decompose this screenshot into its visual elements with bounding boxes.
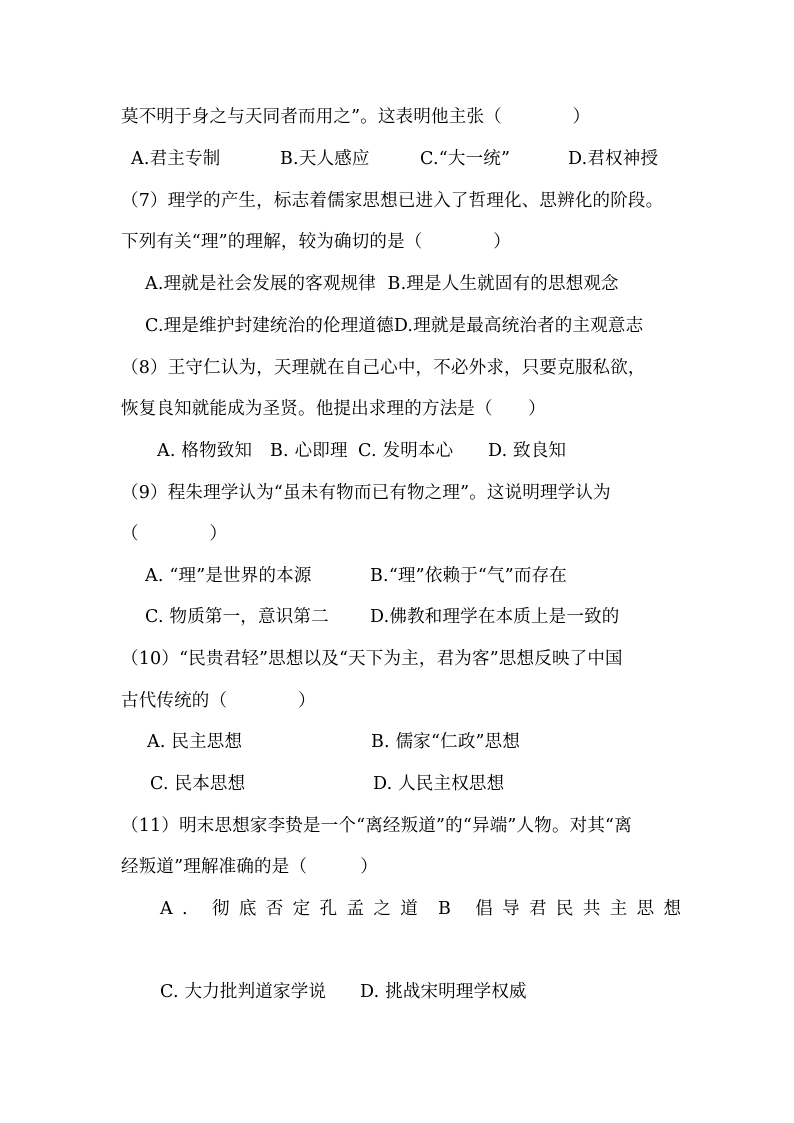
q11-stem-line1: （11）明末思想家李贽是一个“离经叛道”的“异端”人物。对其“离 [121, 816, 632, 836]
q8-option-a: A. 格物致知 [157, 441, 253, 461]
q9-option-c: C. 物质第一，意识第二 [145, 607, 329, 627]
q8-option-b: B. 心即理 [270, 441, 348, 461]
q10-stem-line2: 古代传统的（ ） [121, 691, 316, 711]
q8-option-d: D. 致良知 [488, 441, 567, 461]
q9-option-b: B.“理”依赖于“气”而存在 [370, 566, 568, 586]
q11-stem-line2: 经叛道”理解准确的是（ ） [121, 857, 378, 877]
q9-stem-line1: （9）程朱理学认为“虽未有物而已有物之理”。这说明理学认为 [121, 483, 611, 503]
q6-option-a: A.君主专制 [131, 149, 221, 169]
q7-options-row1 [145, 273, 619, 295]
q8-stem-line2: 恢复良知就能成为圣贤。他提出求理的方法是（ ） [121, 399, 546, 419]
q10-option-b: B. 儒家“仁政”思想 [371, 732, 521, 752]
q7-stem-line2: 下列有关“理”的理解，较为确切的是（ ） [121, 232, 511, 252]
q10-stem-line1: （10）“民贵君轻”思想以及“天下为主，君为客”思想反映了中国 [121, 649, 623, 669]
q6-stem-tail: 莫不明于身之与天同者而用之”。这表明他主张（ ） [121, 107, 591, 127]
q6-option-d: D.君权神授 [568, 149, 659, 169]
q11-option-d: D. 挑战宋明理学权威 [360, 982, 527, 1002]
q10-option-c: C. 民本思想 [150, 774, 246, 794]
q7-stem-line1: （7）理学的产生，标志着儒家思想已进入了哲理化、思辨化的阶段。 [121, 191, 664, 211]
q10-option-d: D. 人民主权思想 [373, 774, 505, 794]
q6-option-b: B.天人感应 [280, 149, 370, 169]
q7-option-c: C.理是维护封建统治的伦理道德 [145, 316, 394, 336]
q9-option-a: A. “理”是世界的本源 [145, 566, 312, 586]
q8-stem-line1: （8）王守仁认为，天理就在自己心中，不必外求，只要克服私欲， [121, 358, 646, 378]
q7-option-d: D.理就是最高统治者的主观意志 [393, 316, 644, 336]
q9-option-d: D.佛教和理学在本质上是一致的 [370, 607, 620, 627]
q10-option-a: A. 民主思想 [147, 732, 243, 752]
q11-option-a: A. 彻底否定孔孟之道 [160, 899, 428, 919]
q7-option-b: B.理是人生就固有的思想观念 [387, 274, 619, 294]
q7-option-a: A.理就是社会发展的客观规律 [145, 274, 376, 294]
q11-option-c: C. 大力批判道家学说 [160, 982, 327, 1002]
q9-stem-line2: （ ） [121, 524, 228, 544]
q8-option-c: C. 发明本心 [358, 441, 454, 461]
q7-options-row2 [145, 315, 643, 337]
q6-option-c: C.“大一统” [420, 149, 511, 169]
q11-option-b: B 倡导君民共主思想 [438, 899, 691, 919]
